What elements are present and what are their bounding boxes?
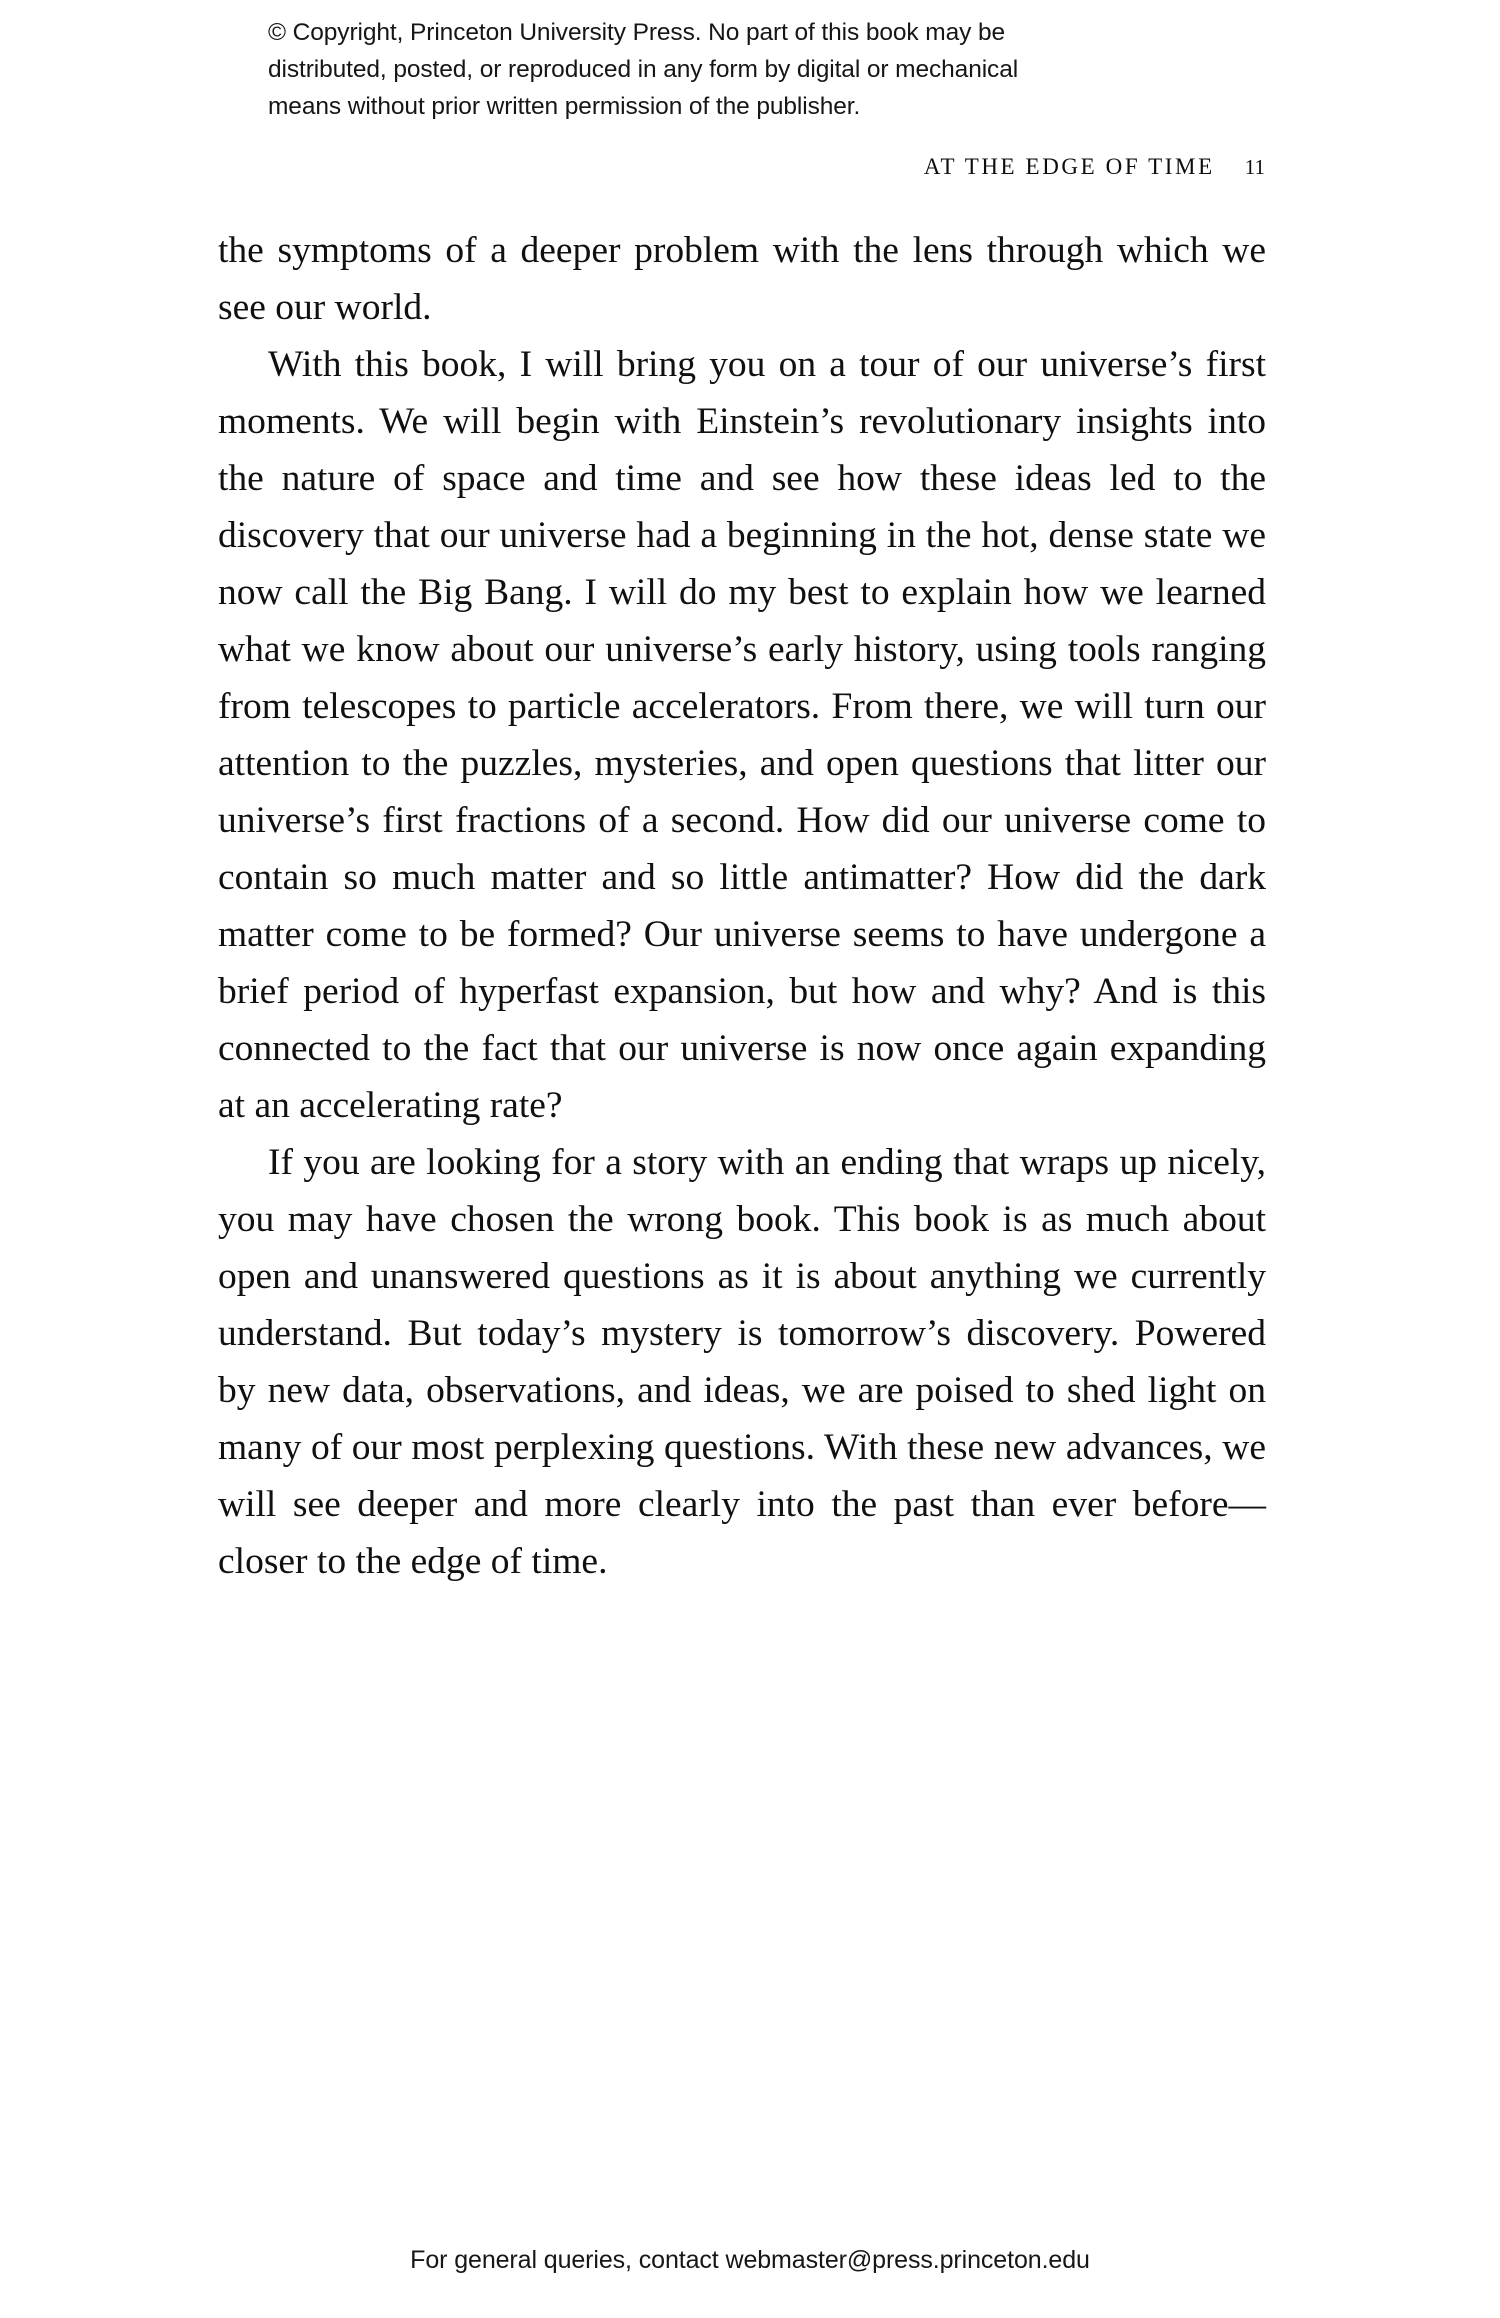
copyright-notice: [268, 14, 1228, 125]
paragraph-open-questions: If you are looking for a story with an ending that wraps up nicely, you may have chosen the wrong book. This book is as much about open and unanswered questions as it is about anything we currently understand. But today’s mystery is tomorrow’s discovery. Powered by new data, observations, and ideas, we are poised to shed light on many of our most perplexing questions. With these new advances, we will see deeper and more clearly into the past than ever before—closer to the edge of time.: [218, 1142, 1266, 1582]
footer-query-line: For general queries, contact webmaster@press.princeton.edu: [410, 2246, 1090, 2274]
body-text: [218, 222, 1266, 1590]
paragraph-continuation: the symptoms of a deeper problem with the lens through which we see our world.: [218, 230, 1266, 328]
paragraph-tour-of-universe: With this book, I will bring you on a tour of our universe’s first moments. We will begin with Einstein’s revolutionary insights into the nature of space and time and see how these ideas led to the discovery that our universe had a beginning in the hot, dense state we now call the Big Bang. I will do my best to explain how we learned what we know about our universe’s early history, using tools ranging from telescopes to particle accelerators. From there, we will turn our attention to the puzzles, mysteries, and open questions that litter our universe’s first fractions of a second. How did our universe come to contain so much matter and so little antimatter? How did the dark matter come to be formed? Our universe seems to have undergone a brief period of hyperfast expansion, but how and why? And is this connected to the fact that our universe is now once again expanding at an accelerating rate?: [218, 344, 1266, 1126]
copyright-notice-line-2: distributed, posted, or reproduced in any form by digital or mechanical: [268, 56, 1019, 83]
running-head: [218, 154, 1265, 180]
copyright-notice-line-1: © Copyright, Princeton University Press. No part of this book may be: [268, 19, 1006, 46]
running-head-title: AT THE EDGE OF TIME: [923, 154, 1215, 179]
copyright-notice-line-3: means without prior written permission of the publisher.: [268, 93, 861, 120]
page-number: 11: [1244, 155, 1265, 179]
